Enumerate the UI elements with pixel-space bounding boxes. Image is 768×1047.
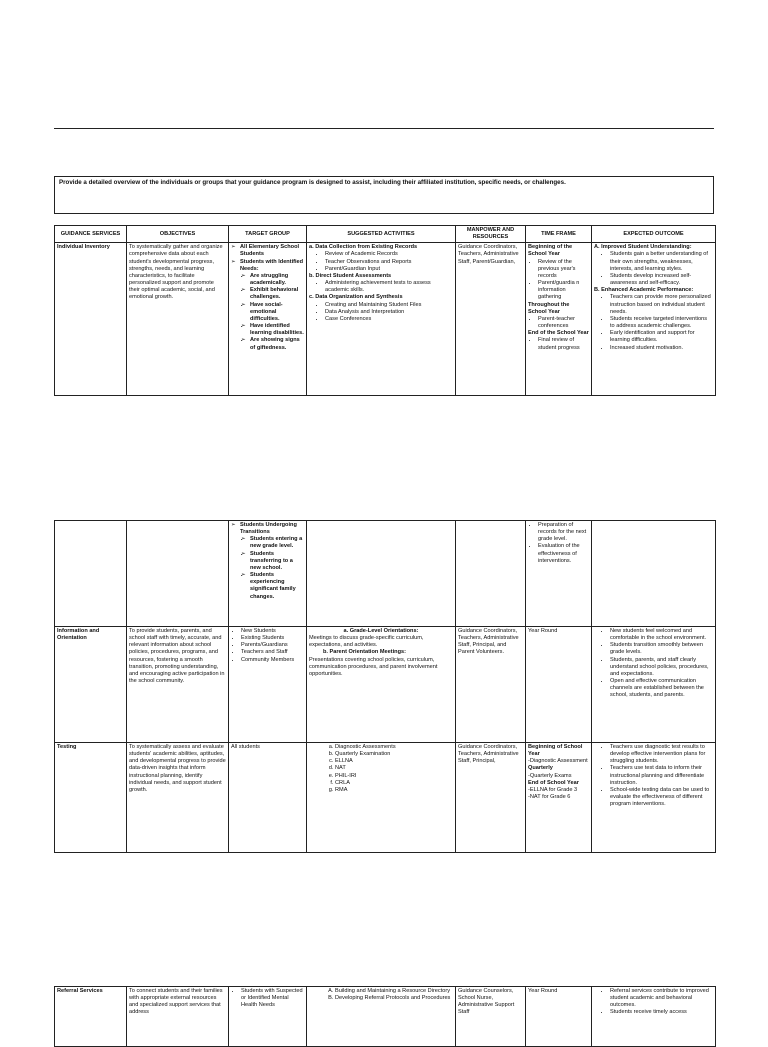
- outcome-cell: [592, 743, 716, 853]
- list-item: • Data Analysis and Interpretation: [325, 309, 453, 316]
- header-expected-outcome: EXPECTED OUTCOME: [592, 226, 716, 243]
- objective-text: To systematically assess and evaluate students' academic abilities, aptitudes, and developmental progress to provide data-driven insights that inform instructional planning, identify individual needs, and support student growth.: [127, 743, 229, 853]
- list-item: e. PHIL-IRI: [335, 773, 453, 780]
- list-item: • Preparation of records for the next grade level.: [538, 522, 589, 543]
- table-row: [55, 743, 716, 853]
- list-item: • Students gain a better understanding of their own strengths, weaknesses, interests, and learning styles.: [610, 251, 713, 272]
- timeframe-cell: [526, 743, 592, 853]
- header-suggested-activities: SUGGESTED ACTIVITIES: [307, 226, 456, 243]
- list-item: • Teachers use test data to inform their instructional planning and differentiate instruction.: [610, 765, 713, 786]
- list-item: f. CRLA: [335, 780, 453, 787]
- list-item: d. NAT: [335, 765, 453, 772]
- list-item: • Administering achievement tests to assess academic skills.: [325, 280, 453, 294]
- list-item: B. Developing Referral Protocols and Procedures: [335, 995, 453, 1002]
- service-name: Individual Inventory: [55, 243, 127, 396]
- timeframe-heading: Beginning of the School Year: [528, 244, 573, 258]
- timeframe-text: -ELLNA for Grade 3: [528, 786, 578, 793]
- objective-text: To systematically gather and organize comprehensive data about each student's developmental progress, strengths, needs, and learning characteristics, to facilitate personalized support and promote their optimal academic, social, and emotional growth.: [127, 243, 229, 396]
- timeframe-text: -Diagnostic Assessment: [528, 758, 588, 765]
- target-group-cell: [229, 521, 307, 627]
- timeframe-text: -Quarterly Exams: [528, 772, 572, 779]
- table-row: [55, 627, 716, 743]
- header-guidance-services: GUIDANCE SERVICES: [55, 226, 127, 243]
- activities-cell: [307, 627, 456, 743]
- manpower-text: Guidance Counselors, School Nurse, Administrative Support Staff: [456, 987, 526, 1047]
- list-item: • Students, parents, and staff clearly understand school policies, procedures, and expectations.: [610, 657, 713, 678]
- list-item: • Students receive timely access: [610, 1009, 713, 1016]
- list-item: • Students develop increased self-awareness and self-efficacy.: [610, 273, 713, 287]
- manpower-text: Guidance Coordinators, Teachers, Administrative Staff, Principal, and Parent Volunteers.: [456, 627, 526, 743]
- list-item: • Review of the previous year's records: [538, 259, 589, 280]
- list-item: ➢ • Have identified learning disabilities.: [250, 323, 304, 337]
- header-manpower: MANPOWER AND RESOURCES: [456, 226, 526, 243]
- outcome-heading: B. Enhanced Academic Performance:: [594, 287, 694, 294]
- list-item: • Teachers can provide more personalized instruction based on individual student needs.: [610, 294, 713, 315]
- service-name: Information and Orientation: [55, 627, 127, 743]
- header-rule: [54, 128, 714, 129]
- activity-heading: b. Parent Orientation Meetings:: [323, 649, 406, 656]
- list-item: a. Diagnostic Assessments: [335, 744, 453, 751]
- list-item: ➢ • Students entering a new grade level.: [250, 536, 304, 550]
- list-item: g. RMA: [335, 787, 453, 794]
- activity-text: Presentations covering school policies, curriculum, communication procedures, and parent involvement opportunities.: [309, 656, 438, 677]
- list-item: • Students receive targeted interventions to address academic challenges.: [610, 316, 713, 330]
- list-item: • Parent-teacher conferences: [538, 316, 589, 330]
- list-item: • New Students: [241, 628, 304, 635]
- activity-heading: c. Data Organization and Synthesis: [309, 294, 403, 301]
- outcome-cell: [592, 627, 716, 743]
- list-item: ➢ • Are showing signs of giftedness.: [250, 337, 304, 351]
- list-item: ➢ • Students experiencing significant family changes.: [250, 572, 304, 601]
- list-item: • Community Members: [241, 657, 304, 664]
- header-objectives: OBJECTIVES: [127, 226, 229, 243]
- target-group-cell: [229, 627, 307, 743]
- list-item: c. ELLNA: [335, 758, 453, 765]
- list-item: ➢ • Exhibit behavioral challenges.: [250, 287, 304, 301]
- list-item: • Creating and Maintaining Student Files: [325, 302, 453, 309]
- service-name: Testing: [55, 743, 127, 853]
- manpower-text: Guidance Coordinators, Teachers, Administrative Staff, Principal,: [456, 743, 526, 853]
- guidance-table-page2: [54, 520, 716, 853]
- activity-text: Meetings to discuss grade-specific curriculum, expectations, and activities.: [309, 635, 424, 649]
- list-item: • Existing Students: [241, 635, 304, 642]
- header-target-group: TARGET GROUP: [229, 226, 307, 243]
- service-name: Referral Services: [55, 987, 127, 1047]
- list-item: b. Quarterly Examination: [335, 751, 453, 758]
- list-item: • Teachers use diagnostic test results to develop effective intervention plans for struggling students.: [610, 744, 713, 765]
- timeframe-heading: End of the School Year: [528, 330, 589, 337]
- outcome-cell: [592, 243, 716, 396]
- timeframe-heading: Beginning of School Year: [528, 744, 583, 758]
- table-row: [55, 521, 716, 627]
- list-item: • Parents/Guardians: [241, 642, 304, 649]
- list-item: • Students transition smoothly between grade levels.: [610, 642, 713, 656]
- activities-cell: [307, 243, 456, 396]
- list-item: A. Building and Maintaining a Resource Directory: [335, 988, 453, 995]
- timeframe-cell: [526, 521, 592, 627]
- list-item: ➢ • Are struggling academically.: [250, 273, 304, 287]
- list-item: • School-wide testing data can be used to evaluate the effectiveness of different program interventions.: [610, 787, 713, 808]
- outcome-heading: A. Improved Student Understanding:: [594, 244, 692, 251]
- list-item: • Teachers and Staff: [241, 649, 304, 656]
- guidance-table-page1: [54, 225, 716, 396]
- objective-text: To connect students and their families with appropriate external resources and specialized support services that address: [127, 987, 229, 1047]
- activities-cell: [307, 743, 456, 853]
- manpower-text: Guidance Coordinators, Teachers, Administrative Staff, Parent/Guardian,: [456, 243, 526, 396]
- table-row: [55, 243, 716, 396]
- target-group-text: All students: [229, 743, 307, 853]
- target-group-cell: [229, 987, 307, 1047]
- activity-heading: a. Grade-Level Orientations:: [343, 628, 419, 634]
- list-item: • Referral services contribute to improved student academic and behavioral outcomes.: [610, 988, 713, 1009]
- timeframe-heading: Quarterly: [528, 765, 553, 772]
- timeframe-heading: Throughout the School Year: [528, 301, 570, 315]
- list-item: • Open and effective communication channels are established between the school, students, and parents.: [610, 678, 713, 699]
- list-item: • New students feel welcomed and comfortable in the school environment.: [610, 628, 713, 642]
- target-group-cell: [229, 243, 307, 396]
- list-item: • Review of Academic Records: [325, 251, 453, 258]
- list-item: • Early identification and support for learning difficulties.: [610, 330, 713, 344]
- list-item: • Case Conferences: [325, 316, 453, 323]
- guidance-table-page3: [54, 986, 716, 1047]
- list-item: • Final review of student progress: [538, 337, 589, 351]
- activities-cell: [307, 987, 456, 1047]
- timeframe-text: Year Round: [526, 627, 592, 743]
- overview-prompt-text: Provide a detailed overview of the individuals or groups that your guidance program is designed to assist, including their affiliated institution, specific needs, or challenges.: [59, 179, 566, 186]
- list-item: • Parent/Guardian Input: [325, 266, 453, 273]
- header-time-frame: TIME FRAME: [526, 226, 592, 243]
- overview-prompt-box: [54, 176, 714, 214]
- target-group-label: ➢ Students with Identified Needs: ➢ • Are struggling academically. ➢ • Exhibit behavioral challenges. ➢ • Have social-emotional difficulties. ➢ • Have identified learning disabilities. ➢ • Are showing signs of giftedness.: [240, 259, 304, 352]
- list-item: • Evaluation of the effectiveness of interventions.: [538, 543, 589, 564]
- timeframe-text: Year Round: [526, 987, 592, 1047]
- list-item: • Increased student motivation.: [610, 345, 713, 352]
- list-item: • Parent/guardia n information gathering: [538, 280, 589, 301]
- activity-heading: a. Data Collection from Existing Records: [309, 244, 418, 251]
- list-item: • Students with Suspected or Identified Mental Health Needs: [241, 988, 304, 1009]
- timeframe-text: -NAT for Grade 6: [528, 794, 571, 801]
- list-item: • Teacher Observations and Reports: [325, 259, 453, 266]
- table-row: [55, 987, 716, 1047]
- table-header-row: [55, 226, 716, 243]
- timeframe-heading: End of School Year: [528, 779, 579, 786]
- list-item: ➢ • Have social-emotional difficulties.: [250, 302, 304, 323]
- list-item: ➢ • Students transferring to a new school.: [250, 551, 304, 572]
- timeframe-cell: [526, 243, 592, 396]
- activity-heading: b. Direct Student Assessments: [309, 272, 392, 279]
- target-group-label: ➢ Students Undergoing Transitions ➢ • Students entering a new grade level. ➢ • Students transferring to a new school. ➢ • Students experiencing significant family changes.: [240, 522, 304, 601]
- target-group-label: ➢ All Elementary School Students: [240, 244, 304, 258]
- objective-text: To provide students, parents, and school staff with timely, accurate, and relevant information about school policies, procedures, programs, and resources, fostering a smooth transition, promoting understanding, and encouraging active participation in the school community.: [127, 627, 229, 743]
- outcome-cell: [592, 987, 716, 1047]
